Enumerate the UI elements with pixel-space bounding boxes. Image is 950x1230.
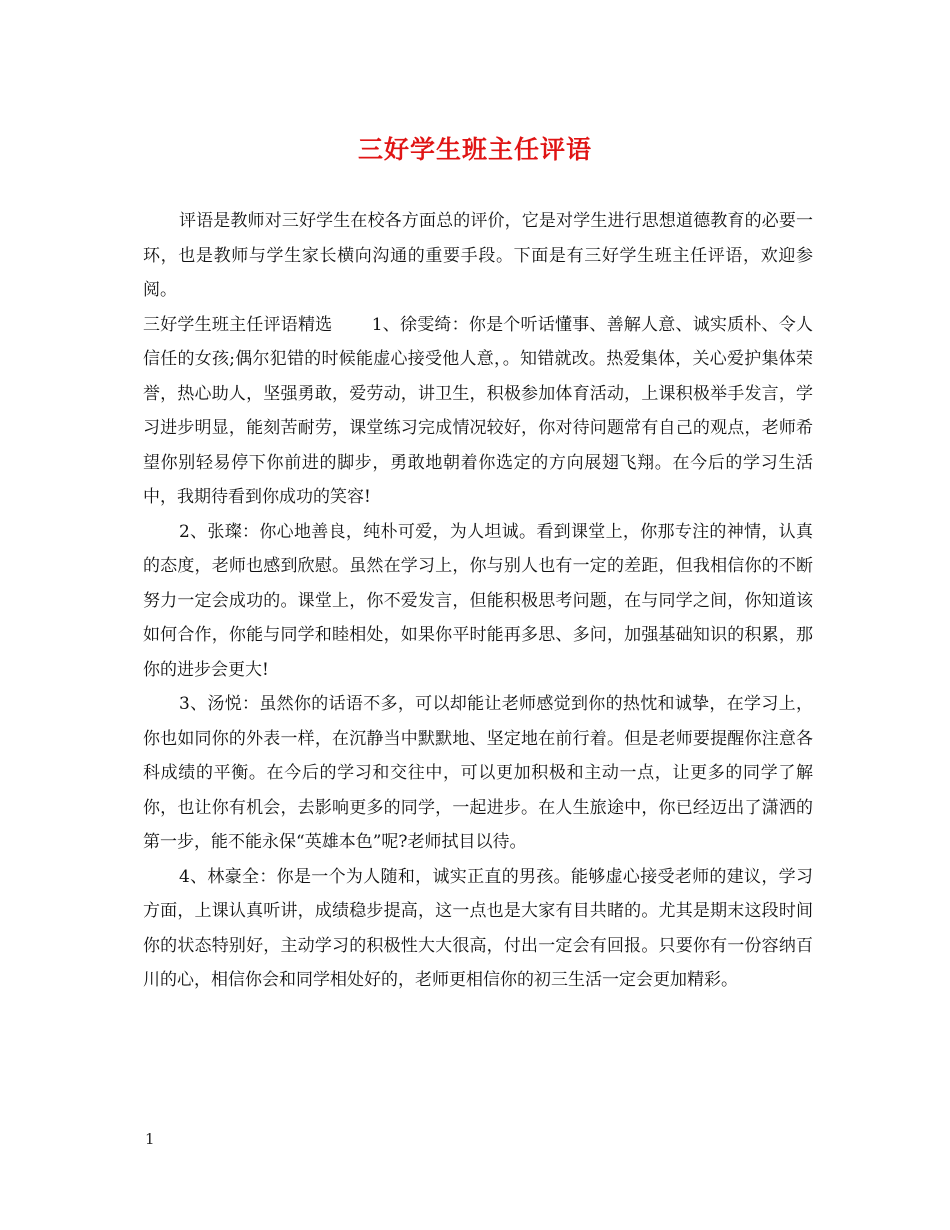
comment-paragraph-3: 3、汤悦：虽然你的话语不多，可以却能让老师感觉到你的热忱和诚挚，在学习上，你也如同你的外表一样，在沉静当中默默地、坚定地在前行着。但是老师要提醒你注意各科成绩的平衡。在今后的学习和交往中，可以更加积极和主动一点，让更多的同学了解你，也让你有机会，去影响更多的同学，一起进步。在人生旅途中，你已经迈出了潇洒的第一步，能不能永保“英雄本色”呢?老师拭目以待。 [143,694,813,852]
page-number: 1 [145,1130,155,1148]
section-heading: 三好学生班主任评语精选 [143,314,333,335]
comment-paragraph-4: 4、林豪全：你是一个为人随和，诚实正直的男孩。能够虚心接受老师的建议，学习方面，上课认真听讲，成绩稳步提高，这一点也是大家有目共睹的。尤其是期末这段时间你的状态特别好，主动学习的积极性大大很高，付出一定会有回报。只要你有一份容纳百川的心，相信你会和同学相处好的，老师更相信你的初三生活一定会更加精彩。 [143,866,813,990]
document-title: 三好学生班主任评语 [357,135,592,164]
document-body [143,204,813,998]
comment-paragraph-2: 2、张璨：你心地善良，纯朴可爱，为人坦诚。看到课堂上，你那专注的神情，认真的态度，老师也感到欣慰。虽然在学习上，你与别人也有一定的差距，但我相信你的不断努力一定会成功的。课堂上，你不爱发言，但能积极思考问题，在与同学之间，你知道该如何合作，你能与同学和睦相处，如果你平时能再多思、多问，加强基础知识的积累，那你的进步会更大! [143,521,813,680]
intro-paragraph: 评语是教师对三好学生在校各方面总的评价，它是对学生进行思想道德教育的必要一环，也是教师与学生家长横向沟通的重要手段。下面是有三好学生班主任评语，欢迎参阅。 [143,211,813,300]
comment-text-1: 1、徐雯绮：你是个听话懂事、善解人意、诚实质朴、令人信任的女孩;偶尔犯错的时候能虚心接受他人意，。知错就改。热爱集体，关心爱护集体荣誉，热心助人，坚强勇敢，爱劳动，讲卫生，积极参加体育活动，上课积极举手发言，学习进步明显，能刻苦耐劳，课堂练习完成情况较好，你对待问题常有自己的观点，老师希望你别轻易停下你前进的脚步，勇敢地朝着你选定的方向展翅飞翔。在今后的学习生活中，我期待看到你成功的笑容! [143,314,813,507]
comment-paragraph-1 [143,308,813,515]
